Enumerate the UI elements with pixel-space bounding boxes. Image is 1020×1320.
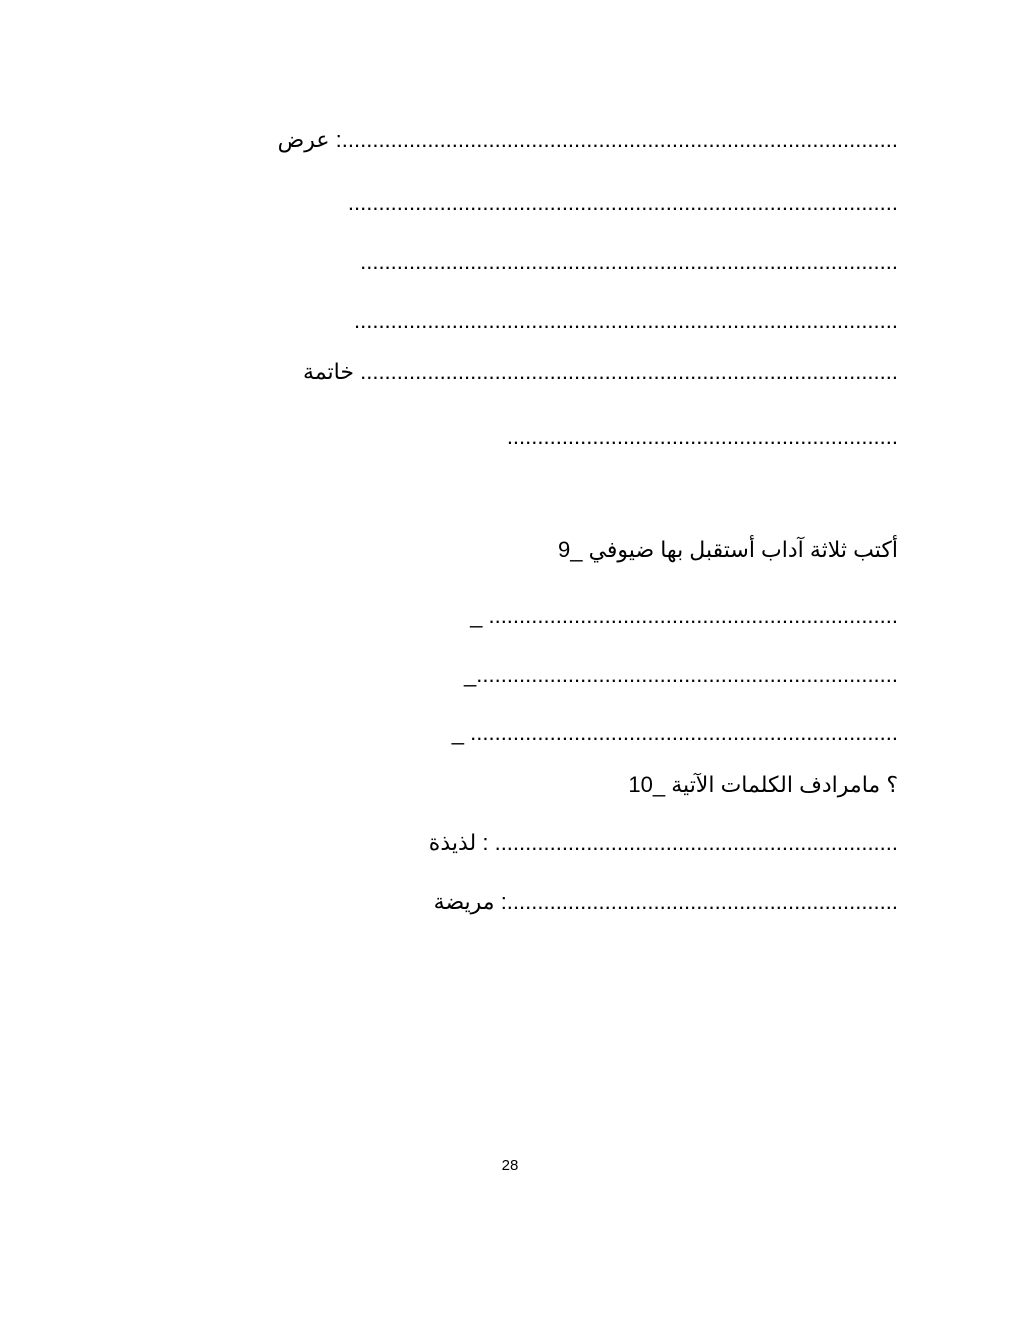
body-line-dots-2: ........................................................................................ xyxy=(360,249,898,274)
question-9-title: أكتب ثلاثة آداب أستقبل بها ضيوفي _9 xyxy=(557,537,898,562)
question-9-answer-2: _..................................................................... xyxy=(464,662,898,687)
question-10-answer-delicious: لذيذة : .................................................................. xyxy=(428,830,898,855)
body-line-conclusion: خاتمة ........................................................................................ xyxy=(303,359,898,384)
body-line-dots-4: ................................................................ xyxy=(506,424,898,449)
question-10-title: ؟ مامرادف الكلمات الآتية _10 xyxy=(628,772,898,797)
body-line-dots-1: .......................................................................................... xyxy=(347,190,898,215)
body-line-presentation: عرض :........................................................................................... xyxy=(277,127,898,152)
question-9-answer-1: _ ................................................................... xyxy=(470,603,898,628)
body-line-dots-3: ......................................................................................... xyxy=(354,308,898,333)
question-9-answer-3: _ ...................................................................... xyxy=(451,720,898,745)
page-number: 28 xyxy=(501,1157,519,1174)
question-10-answer-sick: مريضة :................................................................ xyxy=(433,889,898,914)
